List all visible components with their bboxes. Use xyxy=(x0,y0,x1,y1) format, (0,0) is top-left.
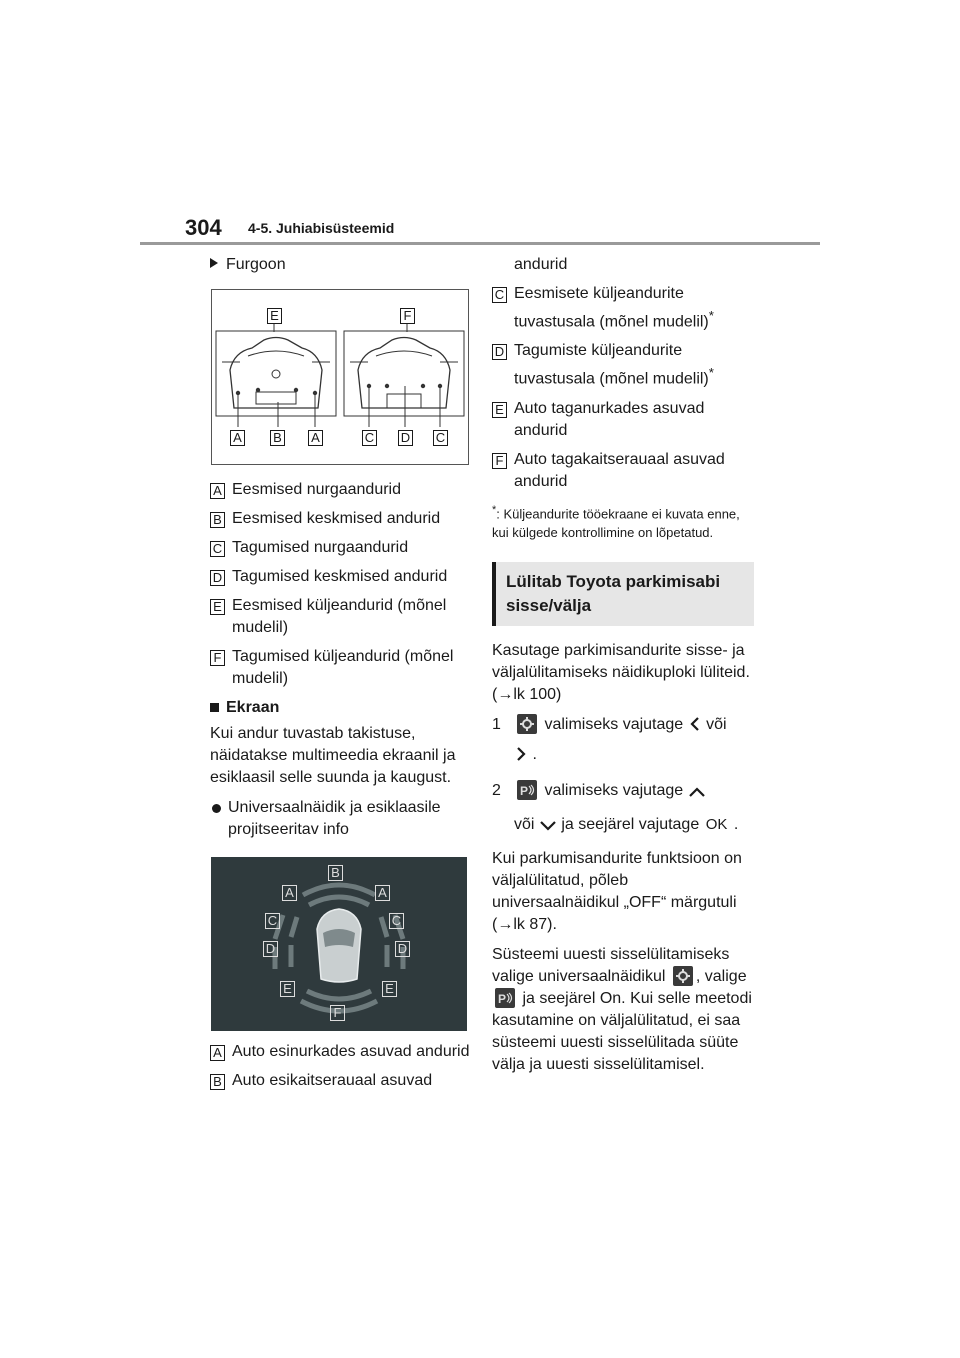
legend-item: F Auto tagakaitserauaal asuvad andurid xyxy=(492,449,754,493)
chevron-down-icon xyxy=(539,820,557,832)
display-label: C xyxy=(265,913,280,929)
section-heading: Lülitab Toyota parkimisabi sisse/välja xyxy=(492,562,754,626)
status-text: Kui parkumisandurite funktsioon on väljalülitatud, põleb universaalnäidikul „OFF“ märgutuli (→lk 87). xyxy=(492,849,742,933)
legend-item: C Tagumised nurgaandurid xyxy=(210,537,475,559)
display-illustration xyxy=(211,857,467,1031)
legend-item: A Eesmised nurgaandurid xyxy=(210,479,475,501)
svg-text:P: P xyxy=(498,991,507,1006)
fig-label-a: A xyxy=(230,430,245,446)
section-title: 4-5. Juhiabisüsteemid xyxy=(248,220,395,236)
svg-text:P: P xyxy=(520,783,529,798)
page-number: 304 xyxy=(185,215,222,240)
legend-item: D Tagumiste küljeandurite tuvastusala (mõnel mudelil)* xyxy=(492,340,754,390)
legend-item: D Tagumised keskmised andurid xyxy=(210,566,475,588)
screen-text: Kui andur tuvastab takistuse, näidatakse multimeedia ekraanil ja esiklaasil selle suunda ja kaugust. xyxy=(210,725,456,786)
triangle-bullet-icon xyxy=(210,258,218,268)
gear-icon xyxy=(517,714,537,734)
legend-item: B Eesmised keskmised andurid xyxy=(210,508,475,530)
square-bullet-icon xyxy=(210,703,219,712)
step-1: 1 valimiseks vajutage või . xyxy=(492,715,727,763)
legend-item: E Eesmised küljeandurid (mõnel mudelil) xyxy=(210,595,475,639)
footnote: *: Küljeandurite tööekraane ei kuvata enne, kui külgede kontrollimine on lõpetatud. xyxy=(492,503,740,540)
parking-sensor-icon xyxy=(517,780,537,800)
display-label: F xyxy=(330,1005,345,1021)
parking-sensor-icon xyxy=(495,988,515,1008)
fig-label-d: D xyxy=(398,430,413,446)
right-column xyxy=(492,254,754,1084)
bullet-item: Universaalnäidik ja esiklaasile projitseeritav info xyxy=(210,797,475,841)
display-label: D xyxy=(395,941,410,957)
legend-item: B Auto esikaitserauaal asuvad xyxy=(210,1070,475,1092)
gear-icon xyxy=(673,966,693,986)
display-label: A xyxy=(375,885,390,901)
legend-item: F Tagumised küljeandurid (mõnel mudelil) xyxy=(210,646,475,690)
step-2: 2 P valimiseks vajutage või ja seejärel vajutage OK . xyxy=(492,780,754,836)
fig-label-c: C xyxy=(362,430,377,446)
legend-item: E Auto taganurkades asuvad andurid xyxy=(492,398,754,442)
fig-label-f: F xyxy=(400,308,415,324)
sensor-diagram-van xyxy=(211,289,469,465)
header-rule xyxy=(140,242,820,245)
variant-heading: Furgoon xyxy=(210,254,475,276)
chevron-up-icon xyxy=(688,786,706,798)
display-label: E xyxy=(382,981,397,997)
intro-text: Kasutage parkimisandurite sisse- ja väljalülitamiseks näidikuploki lüliteid. (→lk 100) xyxy=(492,641,750,703)
legend-item: A Auto esinurkades asuvad andurid xyxy=(210,1041,475,1063)
display-label: B xyxy=(328,865,343,881)
display-label: A xyxy=(282,885,297,901)
continued-text: andurid xyxy=(514,256,568,273)
fig-label-b: B xyxy=(270,430,285,446)
car-front-rear-icon xyxy=(212,290,468,464)
fig-label-c: C xyxy=(433,430,448,446)
display-label: E xyxy=(280,981,295,997)
left-column xyxy=(210,254,475,1099)
ok-button-label: OK xyxy=(705,815,728,833)
chevron-left-icon xyxy=(688,716,702,732)
screen-heading: Ekraan xyxy=(210,697,475,719)
fig-label-e: E xyxy=(267,308,282,324)
display-label: C xyxy=(389,913,404,929)
display-label: D xyxy=(263,941,278,957)
reenable-text: Süsteemi uuesti sisselülitamiseks valige universaalnäidikul , valige P ja seejärel On. Kui selle meetodi kasutamine on väljalülitatud, ei saa süsteemi uuesti sisselülitada süüte välja ja uuesti sisselülitamisel. xyxy=(492,945,752,1073)
chevron-right-icon xyxy=(514,746,528,762)
fig-label-a: A xyxy=(308,430,323,446)
legend-item: C Eesmisete küljeandurite tuvastusala (mõnel mudelil)* xyxy=(492,283,754,333)
